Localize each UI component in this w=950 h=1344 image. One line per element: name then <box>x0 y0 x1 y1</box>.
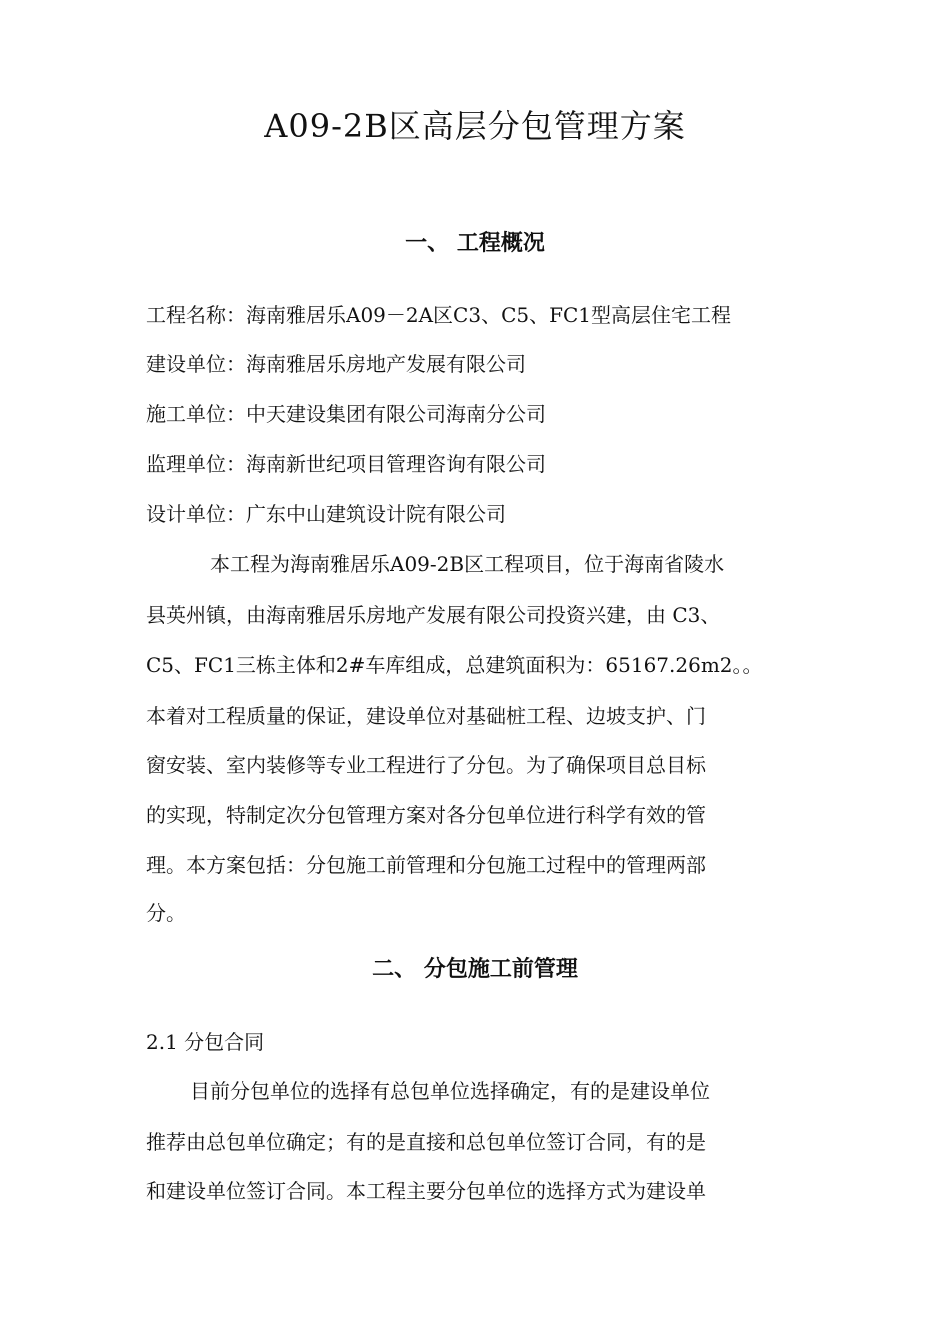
section-heading-project-overview: 一、 工程概况 <box>405 231 545 256</box>
overview-paragraph-line: 理。本方案包括：分包施工前管理和分包施工过程中的管理两部 <box>146 853 706 877</box>
overview-paragraph-line: 本着对工程质量的保证，建设单位对基础桩工程、边坡支护、门 <box>146 704 706 728</box>
supervisor-line: 监理单位：海南新世纪项目管理咨询有限公司 <box>146 452 546 476</box>
overview-paragraph-line: 窗安装、室内装修等专业工程进行了分包。为了确保项目总目标 <box>146 753 706 777</box>
section-heading-pre-construction: 二、 分包施工前管理 <box>372 957 578 982</box>
owner-line: 建设单位：海南雅居乐房地产发展有限公司 <box>146 352 526 376</box>
document-title: A09-2B区高层分包管理方案 <box>264 107 686 145</box>
project-name-line: 工程名称：海南雅居乐A09－2A区C3、C5、FC1型高层住宅工程 <box>146 303 732 327</box>
contract-paragraph-line: 目前分包单位的选择有总包单位选择确定，有的是建设单位 <box>190 1079 710 1103</box>
subsection-heading-contract: 2.1 分包合同 <box>146 1030 265 1054</box>
overview-paragraph-line: 本工程为海南雅居乐A09-2B区工程项目，位于海南省陵水 <box>210 552 725 576</box>
contract-paragraph-line: 和建设单位签订合同。本工程主要分包单位的选择方式为建设单 <box>146 1179 706 1203</box>
overview-paragraph-line: C5、FC1三栋主体和2#车库组成，总建筑面积为：65167.26m2。。 <box>146 653 763 677</box>
overview-paragraph-line: 县英州镇，由海南雅居乐房地产发展有限公司投资兴建，由 C3、 <box>146 603 721 627</box>
overview-paragraph-line: 分。 <box>146 901 186 925</box>
contract-paragraph-line: 推荐由总包单位确定；有的是直接和总包单位签订合同，有的是 <box>146 1130 706 1154</box>
contractor-line: 施工单位：中天建设集团有限公司海南分公司 <box>146 402 546 426</box>
designer-line: 设计单位：广东中山建筑设计院有限公司 <box>146 502 506 526</box>
overview-paragraph-line: 的实现，特制定次分包管理方案对各分包单位进行科学有效的管 <box>146 803 706 827</box>
